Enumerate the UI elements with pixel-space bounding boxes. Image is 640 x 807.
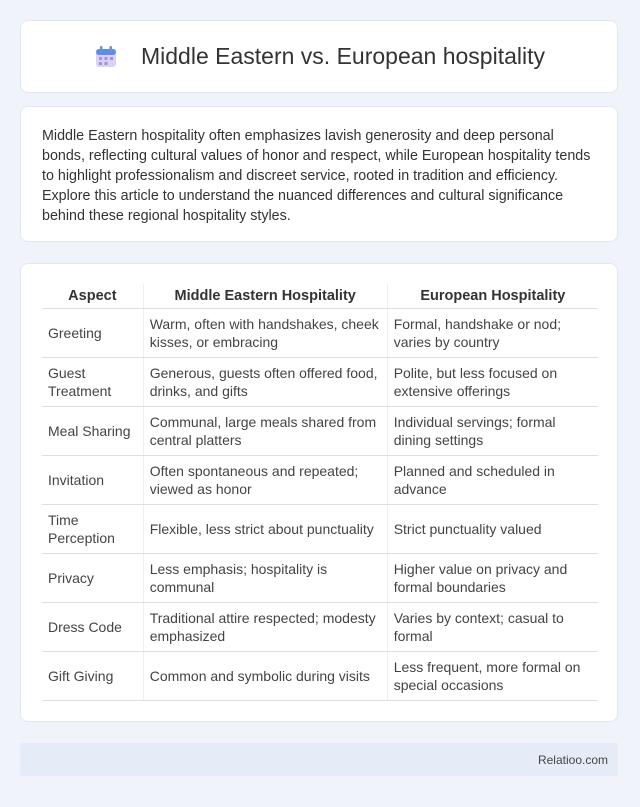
european-cell: Strict punctuality valued [387, 505, 598, 554]
page-title: Middle Eastern vs. European hospitality [141, 43, 545, 69]
middle-eastern-cell: Flexible, less strict about punctuality [143, 505, 387, 554]
table-header-row [42, 284, 598, 309]
aspect-cell: Dress Code [42, 603, 143, 652]
table-row [42, 407, 598, 456]
european-cell: Less frequent, more formal on special occasions [387, 652, 598, 701]
comparison-card [20, 263, 618, 722]
calendar-icon [93, 44, 119, 70]
table-row [42, 456, 598, 505]
table-row [42, 505, 598, 554]
european-cell: Formal, handshake or nod; varies by country [387, 309, 598, 358]
header-european: European Hospitality [387, 284, 598, 309]
footer [20, 743, 618, 776]
comparison-table [42, 284, 598, 701]
table-row [42, 603, 598, 652]
aspect-cell: Meal Sharing [42, 407, 143, 456]
aspect-cell: Greeting [42, 309, 143, 358]
european-cell: Planned and scheduled in advance [387, 456, 598, 505]
aspect-cell: Time Perception [42, 505, 143, 554]
aspect-cell: Guest Treatment [42, 358, 143, 407]
header-middle-eastern: Middle Eastern Hospitality [143, 284, 387, 309]
european-cell: Polite, but less focused on extensive offerings [387, 358, 598, 407]
aspect-cell: Privacy [42, 554, 143, 603]
middle-eastern-cell: Traditional attire respected; modesty emphasized [143, 603, 387, 652]
middle-eastern-cell: Generous, guests often offered food, drinks, and gifts [143, 358, 387, 407]
intro-paragraph: Middle Eastern hospitality often emphasizes lavish generosity and deep personal bonds, reflecting cultural values of honor and respect, while European hospitality tends to highlight professionalism and discreet service, rooted in tradition and efficiency. Explore this article to understand the nuanced differences and cultural significance behind these regional hospitality styles. [42, 128, 591, 224]
european-cell: Varies by context; casual to formal [387, 603, 598, 652]
table-row [42, 309, 598, 358]
table-row [42, 652, 598, 701]
header-aspect: Aspect [42, 284, 143, 309]
middle-eastern-cell: Less emphasis; hospitality is communal [143, 554, 387, 603]
intro-card [20, 106, 618, 242]
table-row [42, 358, 598, 407]
aspect-cell: Gift Giving [42, 652, 143, 701]
middle-eastern-cell: Common and symbolic during visits [143, 652, 387, 701]
middle-eastern-cell: Warm, often with handshakes, cheek kisses, or embracing [143, 309, 387, 358]
european-cell: Higher value on privacy and formal boundaries [387, 554, 598, 603]
title-card [20, 20, 618, 93]
european-cell: Individual servings; formal dining settings [387, 407, 598, 456]
table-row [42, 554, 598, 603]
footer-brand[interactable]: Relatioo.com [537, 752, 608, 767]
aspect-cell: Invitation [42, 456, 143, 505]
middle-eastern-cell: Often spontaneous and repeated; viewed as honor [143, 456, 387, 505]
middle-eastern-cell: Communal, large meals shared from central platters [143, 407, 387, 456]
